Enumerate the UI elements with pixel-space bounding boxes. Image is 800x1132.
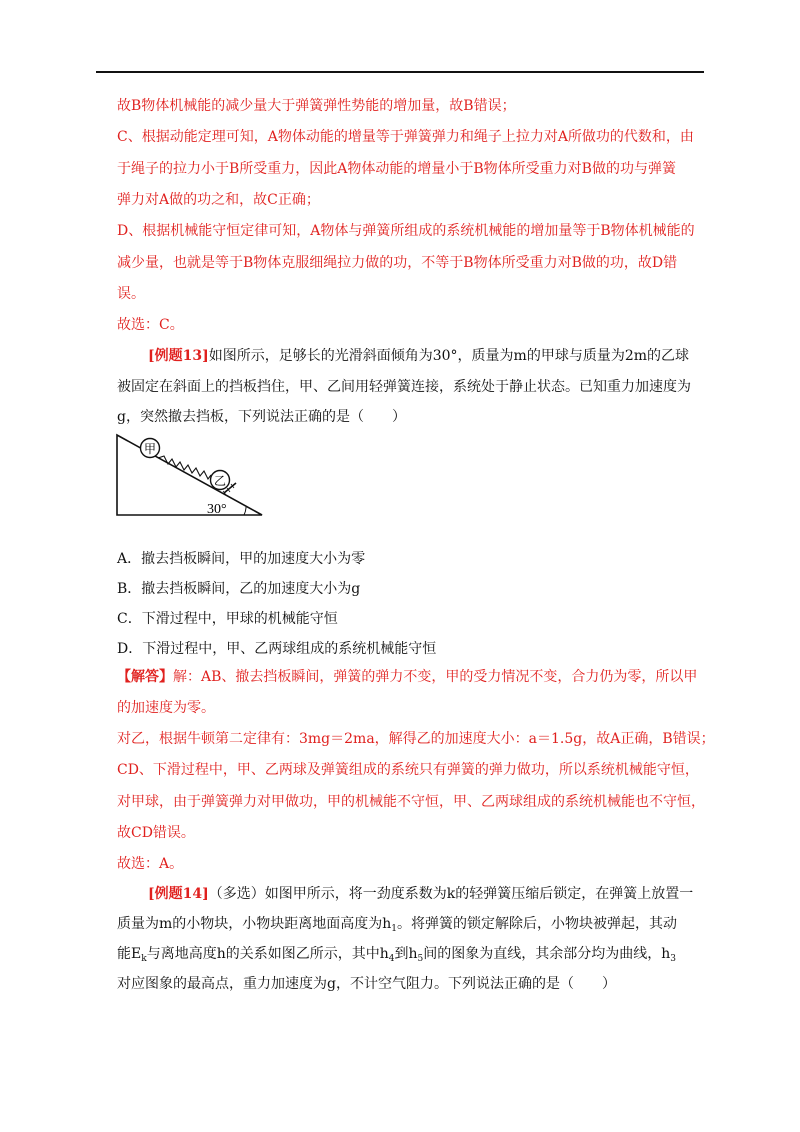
solution-line: 对甲球，由于弹簧弹力对甲做功，甲的机械能不守恒，甲、乙两球组成的系统机械能也不守恒， <box>117 794 705 810</box>
solution-line: CD、下滑过程中，甲、乙两球及弹簧组成的系统只有弹簧的弹力做功，所以系统机械能守恒， <box>117 762 699 778</box>
question-14-stem: 质量为m的小物块，小物块距离地面高度为$h_1$。将弹簧的锁定解除后，小物块被弹起，其动 <box>117 916 678 934</box>
incline-triangle <box>117 435 262 515</box>
question-14-tag: [例题14] <box>148 886 209 902</box>
incline-figure <box>112 433 272 521</box>
answer-line: 故选：C。 <box>117 317 184 333</box>
question-14-stem: 对应图象的最高点，重力加速度为g，不计空气阻力。下列说法正确的是（ ） <box>117 976 616 992</box>
option-d: D．下滑过程中，甲、乙两球组成的系统机械能守恒 <box>117 641 437 657</box>
ball-jia-label: 甲 <box>143 442 157 456</box>
solution-line: D、根据机械能守恒定律可知，A物体与弹簧所组成的系统机械能的增加量等于B物体机械能的 <box>117 223 695 239</box>
solution-line: 减少量，也就是等于B物体克服细绳拉力做的功，不等于B物体所受重力对B做的功，故D错 <box>117 255 678 271</box>
question-14-stem: 能$E_k$与离地高度h的关系如图乙所示，其中$h_4$到$h_5$间的图象为直线，其余部分均为曲线，$h_3$ <box>117 946 676 964</box>
solution-line: 故CD错误。 <box>117 825 195 841</box>
solution-line: 弹力对A做的功之和，故C正确； <box>117 192 320 208</box>
header-rule <box>96 71 704 73</box>
angle-label: 30° <box>207 502 227 517</box>
solution-tag: 【解答】 <box>117 669 173 685</box>
angle-arc <box>244 507 246 515</box>
option-a: A．撤去挡板瞬间，甲的加速度大小为零 <box>117 551 366 567</box>
option-c: C．下滑过程中，甲球的机械能守恒 <box>117 611 338 627</box>
question-14-stem: [例题14]（多选）如图甲所示，将一劲度系数为k的轻弹簧压缩后锁定，在弹簧上放置一 <box>148 886 694 902</box>
spring <box>158 456 211 479</box>
solution-line: 故B物体机械能的减少量大于弹簧弹性势能的增加量，故B错误； <box>117 98 516 114</box>
solution-line: 【解答】解：AB、撤去挡板瞬间，弹簧的弹力不变，甲的受力情况不变，合力仍为零，所以甲 <box>117 669 698 685</box>
question-13-stem: g，突然撤去挡板，下列说法正确的是（ ） <box>117 409 406 425</box>
question-13-tag: [例题13] <box>148 348 209 364</box>
answer-line: 故选：A。 <box>117 856 184 872</box>
question-13-stem: 被固定在斜面上的挡板挡住，甲、乙间用轻弹簧连接，系统处于静止状态。已知重力加速度为 <box>117 379 691 395</box>
solution-line: 误。 <box>117 286 145 302</box>
solution-line: 的加速度为零。 <box>117 700 215 716</box>
ball-yi-label: 乙 <box>213 474 227 488</box>
solution-line: C、根据动能定理可知，A物体动能的增量等于弹簧弹力和绳子上拉力对A所做功的代数和，由 <box>117 129 694 145</box>
question-13-stem: [例题13]如图所示，足够长的光滑斜面倾角为30°，质量为m的甲球与质量为2m的乙球 <box>148 348 690 364</box>
option-b: B．撤去挡板瞬间，乙的加速度大小为g <box>117 581 361 597</box>
solution-line: 对乙，根据牛顿第二定律有：3mg＝2ma，解得乙的加速度大小：a＝1.5g，故A正确，B错误； <box>117 731 715 747</box>
solution-line: 于绳子的拉力小于B所受重力，因此A物体动能的增量小于B物体所受重力对B做的功与弹簧 <box>117 161 676 177</box>
